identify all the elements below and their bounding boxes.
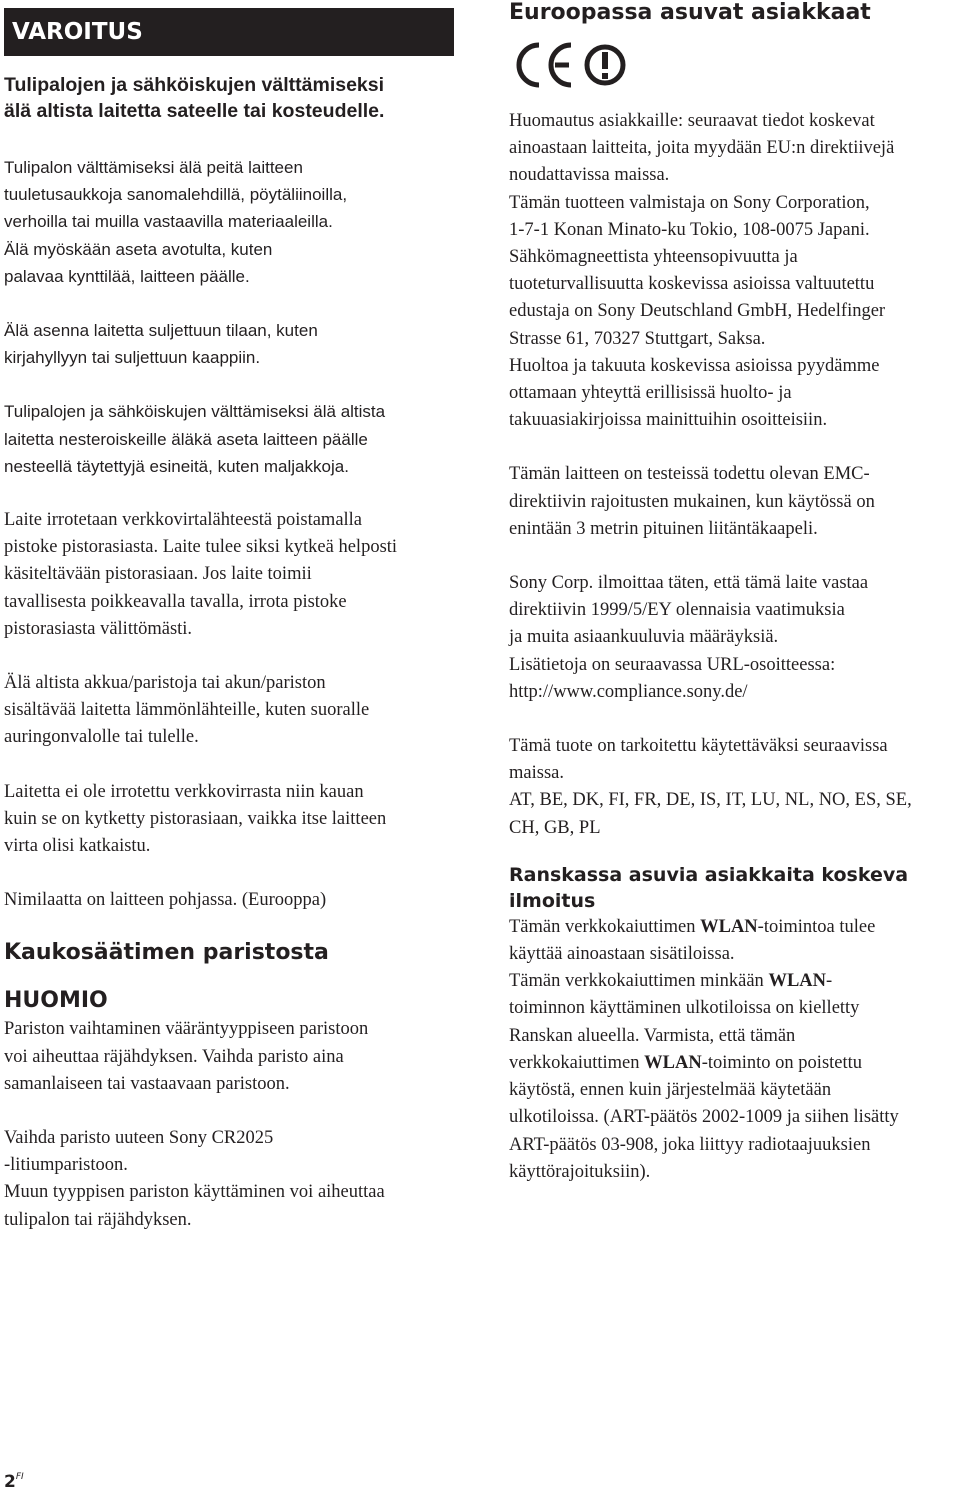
warning-banner: VAROITUS [4, 8, 454, 56]
text-line: Lisätietoja on seuraavassa URL-osoitteessa: [509, 654, 836, 675]
paragraph-mains-connection [4, 779, 470, 861]
text-line: auringonvalolle tai tulelle. [4, 727, 199, 748]
text-line [509, 914, 959, 941]
wlan-term: WLAN [700, 916, 758, 937]
text-span: -toimintoa tulee [757, 916, 876, 937]
paragraph-liquids [4, 398, 470, 480]
text-line: toiminnon käyttäminen ulkotiloissa on kielletty [509, 998, 860, 1019]
text-line: ulkotiloissa. (ART-päätös 2002-1009 ja siihen lisätty [509, 1107, 899, 1128]
language-code: FI [15, 1472, 24, 1482]
text-line: Sony Corp. ilmoittaa täten, että tämä laite vastaa [509, 573, 869, 594]
text-line: käytöstä, ennen kuin järjestelmää käytetään [509, 1080, 832, 1101]
paragraph-eu-notice [509, 108, 959, 434]
paragraph-battery-replacement [4, 1016, 470, 1098]
paragraph-countries [509, 733, 959, 842]
text-line: Laite irrotetaan verkkovirtalähteestä poistamalla [4, 510, 363, 531]
text-line: tuoteturvallisuutta koskevissa asioissa valtuutettu [509, 274, 875, 295]
warning-subheading-line: Tulipalojen ja sähköiskujen välttämiseksi [4, 74, 385, 96]
wlan-term: WLAN [644, 1052, 702, 1073]
eu-customers-heading: Euroopassa asuvat asiakkaat [509, 0, 871, 25]
text-line: 1-7-1 Konan Minato-ku Tokio, 108-0075 Japani. [509, 219, 870, 240]
text-line: kirjahyllyyn tai suljettuun kaappiin. [4, 348, 261, 368]
text-line: Vaihda paristo uuteen Sony CR2025 [4, 1128, 274, 1149]
text-line: edustaja on Sony Deutschland GmbH, Hedelfinger [509, 301, 886, 322]
text-line: Älä myöskään aseta avotulta, kuten [4, 239, 273, 259]
text-line: Laitetta ei ole irrotettu verkkovirrasta niin kauan [4, 781, 364, 802]
left-column [4, 0, 470, 1234]
text-line: kuin se on kytketty pistorasiaan, vaikka itse laitteen [4, 808, 387, 829]
text-line: direktiivin rajoitusten mukainen, kun käytössä on [509, 491, 875, 512]
paragraph-fire-prevention [4, 154, 470, 290]
ce-mark-icon [509, 39, 629, 91]
text-line: ainoastaan laitteita, joita myydään EU:n direktiivejä [509, 138, 895, 159]
text-line: tuuletusaukkoja sanomalehdillä, pöytäliinoilla, [4, 185, 348, 205]
paragraph-installation [4, 317, 470, 371]
text-line: Pariston vaihtaminen vääräntyyppiseen paristoon [4, 1019, 369, 1040]
text-line: Älä altista akkua/paristoja tai akun/pariston [4, 673, 326, 694]
text-line: Sähkömagneettista yhteensopivuutta ja [509, 247, 798, 268]
text-span: -toiminto on poistettu [701, 1052, 863, 1073]
paragraph-emc [509, 461, 959, 543]
text-line: Strasse 61, 70327 Stuttgart, Saksa. [509, 328, 766, 349]
text-span: Tämän verkkokaiuttimen minkään [509, 971, 769, 992]
text-line: Muun tyyppisen pariston käyttäminen voi aiheuttaa [4, 1182, 385, 1203]
text-line: verhoilla tai muilla vastaavilla materiaaleilla. [4, 212, 333, 232]
france-notice-heading [509, 862, 959, 914]
wlan-term: WLAN [768, 971, 826, 992]
text-line: Tulipalojen ja sähköiskujen välttämiseksi älä altista [4, 402, 386, 422]
text-span: - [826, 971, 833, 992]
text-line: tavallisesta poikkeavalla tavalla, irrota pistoke [4, 591, 347, 612]
text-line: tulipalon tai räjähdyksen. [4, 1209, 192, 1230]
ce-alert-mark [509, 34, 959, 96]
warning-subheading [4, 72, 470, 124]
text-line: Älä asenna laitetta suljettuun tilaan, kuten [4, 321, 318, 341]
text-line: käyttää ainoastaan sisätiloissa. [509, 944, 735, 965]
text-line: käsiteltävään pistorasiaan. Jos laite toimii [4, 564, 312, 585]
text-line: sisältävää laitetta lämmönlähteille, kuten suoralle [4, 700, 370, 721]
text-line: Tämän laitteen on testeissä todettu olevan EMC- [509, 464, 870, 485]
text-line [509, 968, 959, 995]
text-line: palavaa kynttilää, laitteen päälle. [4, 266, 250, 286]
text-line: pistoke pistorasiasta. Laite tulee siksi kytkeä helposti [4, 537, 398, 558]
text-line: Tämä tuote on tarkoitettu käytettäväksi seuraavissa [509, 736, 888, 757]
text-line: Ranskan alueella. Varmista, että tämän [509, 1025, 796, 1046]
text-span: verkkokaiuttimen [509, 1052, 645, 1073]
text-span: Tämän verkkokaiuttimen [509, 916, 701, 937]
page-footer [4, 1472, 24, 1492]
paragraph-disconnect [4, 507, 470, 643]
text-line: takuuasiakirjoissa mainittuihin osoitteisiin. [509, 410, 828, 431]
remote-battery-heading: Kaukosäätimen paristosta [4, 940, 329, 966]
text-line: direktiivin 1999/5/EY olennaisia vaatimuksia [509, 600, 845, 621]
text-line: voi aiheuttaa räjähdyksen. Vaihda paristo aina [4, 1046, 344, 1067]
heading-line: ilmoitus [509, 889, 596, 912]
text-line: samanlaiseen tai vastaavaan paristoon. [4, 1073, 290, 1094]
text-line: noudattavissa maissa. [509, 165, 670, 186]
text-line: AT, BE, DK, FI, FR, DE, IS, IT, LU, NL, NO, ES, SE, [509, 790, 912, 811]
text-line: Tämän tuotteen valmistaja on Sony Corporation, [509, 192, 870, 213]
paragraph-battery-type [4, 1125, 470, 1234]
text-line: CH, GB, PL [509, 817, 601, 838]
warning-subheading-line: älä altista laitetta sateelle tai kosteudelle. [4, 100, 385, 122]
text-line: Huomautus asiakkaille: seuraavat tiedot koskevat [509, 111, 875, 131]
text-line: ART-päätös 03-908, joka liittyy radiotaajuuksien [509, 1134, 871, 1155]
text-line: laitetta nesteroiskeille äläkä aseta laitteen päälle [4, 429, 368, 449]
text-line: virta olisi katkaistu. [4, 836, 151, 857]
text-line: käyttörajoituksiin). [509, 1161, 651, 1182]
caution-heading: HUOMIO [4, 988, 108, 1014]
paragraph-declaration [509, 570, 959, 706]
paragraph-wlan-france [509, 914, 959, 1186]
heading-line: Ranskassa asuvia asiakkaita koskeva [509, 863, 909, 886]
compliance-url: http://www.compliance.sony.de/ [509, 681, 748, 702]
text-line: Huoltoa ja takuuta koskevissa asioissa pyydämme [509, 355, 880, 376]
text-line: ottamaan yhteyttä erillisissä huolto- ja [509, 383, 792, 404]
paragraph-battery-heat [4, 670, 470, 752]
text-line: nesteellä täytettyjä esineitä, kuten maljakkoja. [4, 456, 349, 476]
page-number: 2 [4, 1472, 16, 1492]
text-line: pistorasiasta välittömästi. [4, 618, 193, 639]
text-line [509, 1050, 959, 1077]
text-line: -litiumparistoon. [4, 1155, 128, 1176]
text-line: enintään 3 metrin pituinen liitäntäkaapeli. [509, 518, 818, 539]
right-column [509, 0, 959, 1186]
text-line: ja muita asiaankuuluvia määräyksiä. [509, 627, 779, 648]
paragraph-nameplate: Nimilaatta on laitteen pohjassa. (Eurooppa) [4, 890, 327, 911]
text-line: maissa. [509, 763, 564, 784]
text-line: Tulipalon välttämiseksi älä peitä laitteen [4, 158, 303, 177]
